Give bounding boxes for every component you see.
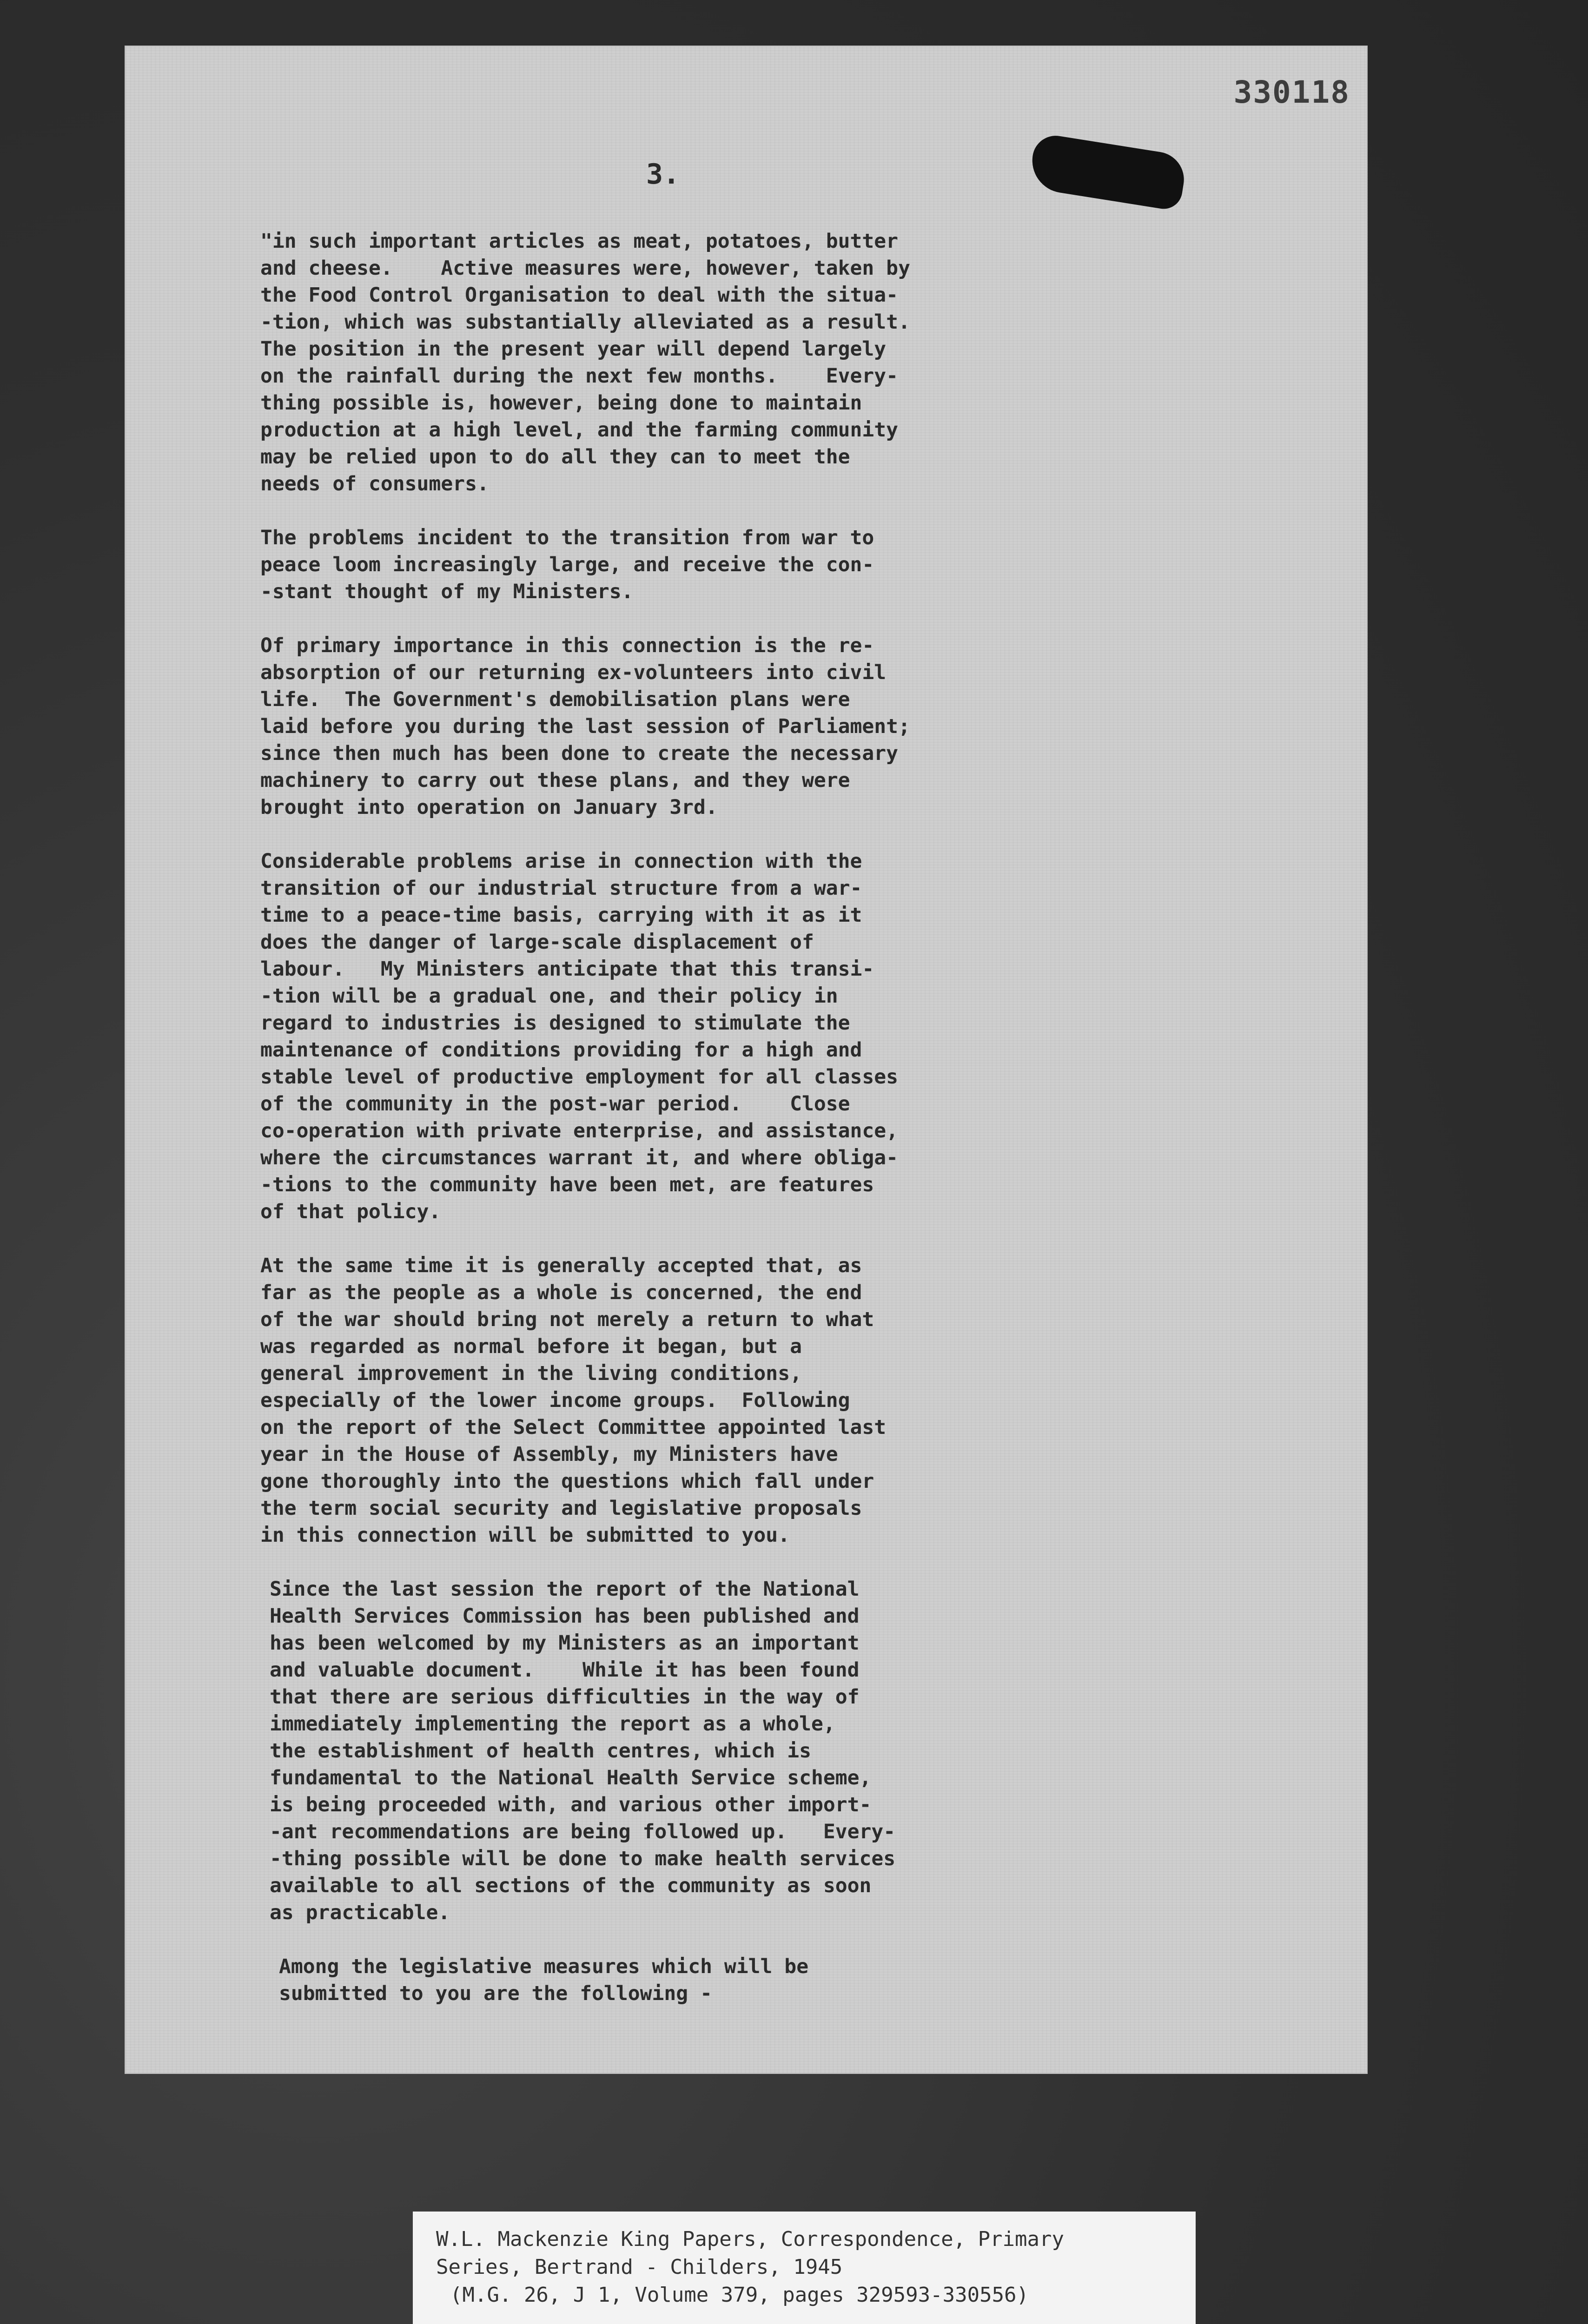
text-line: co-operation with private enterprise, and assistance, <box>260 1119 899 1142</box>
text-line: available to all sections of the community as soon <box>270 1874 872 1897</box>
text-line: laid before you during the last session of Parliament; <box>260 715 910 738</box>
text-line: labour. My Ministers anticipate that this transi- <box>260 957 874 981</box>
text-line: gone thoroughly into the questions which fall under <box>260 1470 874 1493</box>
text-line: At the same time it is generally accepted that, as <box>260 1254 862 1277</box>
text-line: -ant recommendations are being followed up. Every- <box>270 1820 896 1843</box>
text-line: in this connection will be submitted to you. <box>260 1524 790 1547</box>
reference-number: 330118 <box>1233 74 1350 110</box>
paragraph <box>279 1953 1120 2007</box>
text-line: Since the last session the report of the National <box>270 1578 860 1601</box>
archive-caption <box>413 2212 1196 2324</box>
text-line: may be relied upon to do all they can to meet the <box>260 445 850 469</box>
text-line: year in the House of Assembly, my Ministers have <box>260 1443 838 1466</box>
text-line: as practicable. <box>270 1901 450 1924</box>
text-line: needs of consumers. <box>260 472 489 495</box>
text-line: Of primary importance in this connection is the re- <box>260 634 874 657</box>
text-line: transition of our industrial structure from a war- <box>260 877 862 900</box>
text-line: of that policy. <box>260 1200 441 1223</box>
text-line: absorption of our returning ex-volunteers into civil <box>260 661 887 684</box>
text-line: maintenance of conditions providing for a high and <box>260 1038 862 1062</box>
caption-line: (M.G. 26, J 1, Volume 379, pages 329593-330556) <box>450 2283 1029 2307</box>
text-line: was regarded as normal before it began, but a <box>260 1335 802 1358</box>
text-line: the Food Control Organisation to deal with the situa- <box>260 284 899 307</box>
paragraph <box>260 228 1120 497</box>
paragraph <box>260 524 1120 605</box>
text-line: -tion will be a gradual one, and their policy in <box>260 984 838 1008</box>
caption-line: Series, Bertrand - Childers, 1945 <box>436 2255 843 2279</box>
text-line: thing possible is, however, being done to maintain <box>260 391 862 415</box>
paragraph <box>260 1252 1120 1549</box>
text-line: stable level of productive employment for all classes <box>260 1065 899 1089</box>
text-line: the term social security and legislative proposals <box>260 1497 862 1520</box>
text-line: that there are serious difficulties in the way of <box>270 1685 860 1709</box>
text-line: "in such important articles as meat, potatoes, butter <box>260 230 899 253</box>
text-line: -thing possible will be done to make health services <box>270 1847 896 1870</box>
text-line: especially of the lower income groups. Following <box>260 1389 850 1412</box>
text-line: -tion, which was substantially alleviated as a result. <box>260 310 910 334</box>
text-line: machinery to carry out these plans, and they were <box>260 769 850 792</box>
text-line: does the danger of large-scale displacement of <box>260 931 814 954</box>
paragraph <box>260 848 1120 1225</box>
text-line: peace loom increasingly large, and receive the con- <box>260 553 874 576</box>
text-line: of the war should bring not merely a return to what <box>260 1308 874 1331</box>
text-line: far as the people as a whole is concerned, the end <box>260 1281 862 1304</box>
text-line: Health Services Commission has been published and <box>270 1604 860 1628</box>
text-line: the establishment of health centres, which is <box>270 1739 811 1763</box>
text-line: on the rainfall during the next few months. Every- <box>260 364 899 388</box>
text-line: on the report of the Select Committee appointed last <box>260 1416 887 1439</box>
text-line: and cheese. Active measures were, however, taken by <box>260 257 910 280</box>
caption-line: W.L. Mackenzie King Papers, Correspondence, Primary <box>436 2227 1065 2251</box>
document-body <box>260 228 1120 2034</box>
paragraph <box>270 1576 1120 1926</box>
text-line: submitted to you are the following - <box>279 1982 712 2005</box>
paragraph <box>260 632 1120 821</box>
text-line: since then much has been done to create the necessary <box>260 742 899 765</box>
text-line: The position in the present year will depend largely <box>260 337 887 361</box>
redaction-mark <box>1028 132 1188 211</box>
text-line: of the community in the post-war period. Close <box>260 1092 850 1116</box>
text-line: Among the legislative measures which will be <box>279 1955 809 1978</box>
text-line: immediately implementing the report as a whole, <box>270 1712 835 1736</box>
text-line: -stant thought of my Ministers. <box>260 580 634 603</box>
text-line: production at a high level, and the farming community <box>260 418 899 442</box>
text-line: where the circumstances warrant it, and where obliga- <box>260 1146 899 1169</box>
text-line: time to a peace-time basis, carrying with it as it <box>260 904 862 927</box>
text-line: The problems incident to the transition from war to <box>260 526 874 549</box>
text-line: -tions to the community have been met, are features <box>260 1173 874 1196</box>
text-line: has been welcomed by my Ministers as an important <box>270 1631 860 1655</box>
text-line: regard to industries is designed to stimulate the <box>260 1011 850 1035</box>
text-line: Considerable problems arise in connection with the <box>260 850 862 873</box>
text-line: is being proceeded with, and various other import- <box>270 1793 872 1816</box>
text-line: general improvement in the living conditions, <box>260 1362 802 1385</box>
text-line: fundamental to the National Health Service scheme, <box>270 1766 872 1789</box>
text-line: life. The Government's demobilisation plans were <box>260 688 850 711</box>
page-number: 3. <box>646 158 680 191</box>
text-line: brought into operation on January 3rd. <box>260 796 718 819</box>
text-line: and valuable document. While it has been found <box>270 1658 860 1682</box>
